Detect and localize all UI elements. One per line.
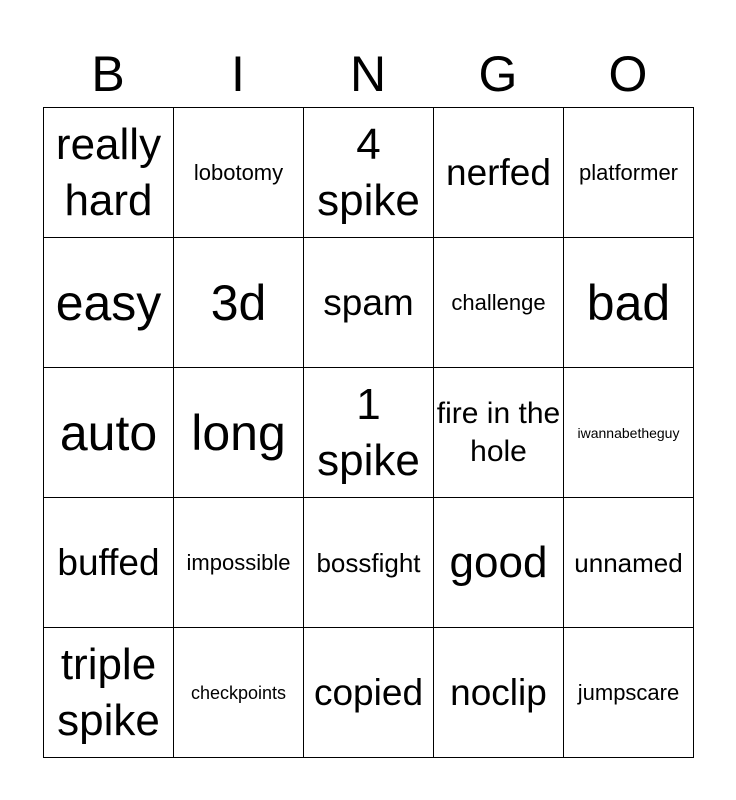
bingo-cell — [174, 628, 304, 758]
bingo-cell — [564, 108, 694, 238]
bingo-cell — [564, 238, 694, 368]
bingo-cell — [564, 368, 694, 498]
cell-text: impossible — [186, 549, 291, 575]
header-letter-i: I — [231, 46, 245, 102]
bingo-cell — [434, 368, 564, 498]
bingo-cell — [564, 628, 694, 758]
header-letter-n: N — [349, 46, 387, 102]
bingo-cell — [434, 238, 564, 368]
cell-text: auto — [59, 404, 158, 461]
cell-text: bad — [586, 274, 671, 331]
bingo-cell — [174, 238, 304, 368]
header-letter-b: B — [91, 46, 125, 102]
bingo-header — [43, 40, 693, 108]
cell-text: long — [191, 404, 286, 461]
cell-text: bossfight — [316, 547, 421, 578]
cell-text: platformer — [578, 159, 679, 185]
cell-text: easy — [55, 274, 162, 331]
bingo-cell — [174, 368, 304, 498]
cell-text: checkpoints — [190, 682, 287, 703]
bingo-cell — [434, 498, 564, 628]
bingo-cell — [44, 498, 174, 628]
cell-text: iwannabetheguy — [577, 424, 680, 441]
bingo-cell — [564, 498, 694, 628]
cell-text: spam — [323, 281, 414, 323]
cell-text: 4 spike — [317, 119, 420, 225]
bingo-cell — [434, 628, 564, 758]
header-letter-g: G — [478, 46, 518, 102]
header-letter-o: O — [608, 46, 648, 102]
bingo-cell — [304, 238, 434, 368]
cell-text: noclip — [450, 671, 547, 713]
bingo-cell — [44, 108, 174, 238]
bingo-cell — [174, 108, 304, 238]
bingo-cell — [304, 498, 434, 628]
cell-text: good — [449, 537, 548, 587]
bingo-cell — [44, 628, 174, 758]
cell-text: unnamed — [574, 547, 683, 578]
cell-text: 3d — [210, 274, 267, 331]
bingo-cell — [174, 498, 304, 628]
cell-text: 1 spike — [317, 379, 420, 485]
bingo-cell — [304, 628, 434, 758]
bingo-board — [43, 107, 694, 758]
cell-text: buffed — [57, 541, 160, 583]
bingo-cell — [304, 108, 434, 238]
cell-text: jumpscare — [577, 679, 680, 705]
cell-text: nerfed — [446, 151, 551, 193]
cell-text: fire in the hole — [436, 396, 561, 468]
cell-text: copied — [313, 671, 424, 713]
bingo-cell — [434, 108, 564, 238]
cell-text: lobotomy — [193, 159, 284, 185]
bingo-cell — [304, 368, 434, 498]
cell-text: triple spike — [57, 639, 160, 745]
cell-text: challenge — [451, 289, 546, 315]
cell-text: really hard — [55, 119, 162, 225]
bingo-cell — [44, 368, 174, 498]
bingo-cell — [44, 238, 174, 368]
